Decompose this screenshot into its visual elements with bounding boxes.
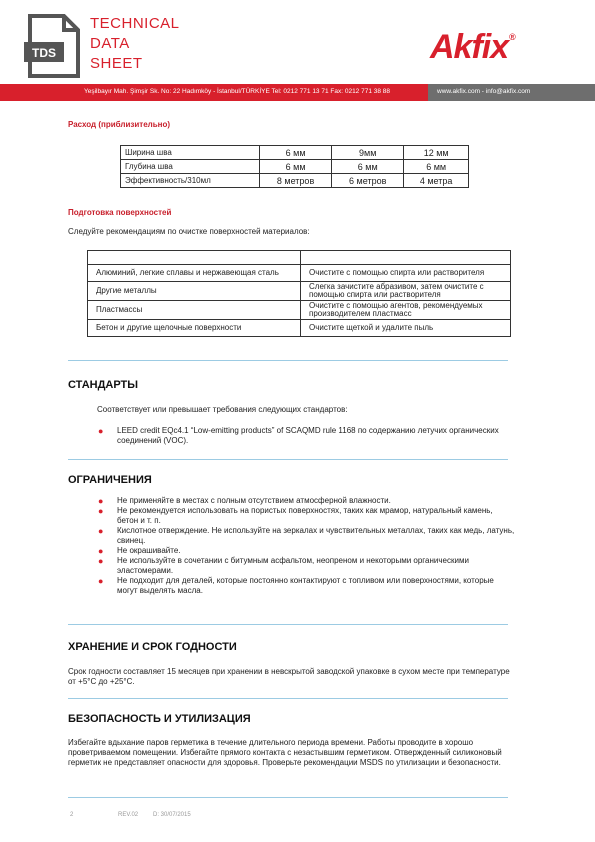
revision: REV.02 — [118, 812, 139, 818]
section-divider — [68, 459, 508, 460]
title-line-1: TECHNICAL — [90, 15, 180, 32]
section-divider — [68, 360, 508, 361]
revision-date: D: 30/07/2015 — [153, 812, 191, 818]
table-row — [121, 146, 469, 160]
safety-text: Избегайте вдыхание паров герметика в течение длительного периода времени. Работы проводите в хорошо проветриваемом помещении. Избегайте прямого контакта с незастывшим герметиком. Отвержденный силиконовый герметик не представляет опасности для здоровья. Проверьте рекомендации MSDS по утилизации и безопасности. — [68, 738, 502, 767]
consumption-table — [120, 145, 469, 188]
bullet-icon: ● — [98, 426, 104, 436]
table-row — [88, 265, 511, 282]
table-cell: 12 мм — [404, 146, 469, 160]
action-cell: Слегка зачистите абразивом, затем очистите с помощью спирта или растворителя — [301, 282, 511, 301]
row-label: Глубина шва — [121, 160, 260, 174]
title-line-3: SHEET — [90, 55, 143, 72]
standards-heading: СТАНДАРТЫ — [68, 379, 139, 391]
list-item-text: LEED credit EQc4.1 “Low-emitting products” of SCAQMD rule 1168 по содержанию летучих органических соединений (VOC). — [117, 426, 499, 445]
table-cell: 4 метра — [404, 174, 469, 188]
table-cell: 6 метров — [332, 174, 404, 188]
table-row — [88, 282, 511, 301]
bullet-icon: ● — [98, 526, 104, 536]
list-item-text: Не применяйте в местах с полным отсутствием атмосферной влажности. — [117, 496, 391, 505]
list-item — [95, 506, 515, 526]
action-cell: Очистите с помощью спирта или растворителя — [301, 265, 511, 282]
table-cell: 6 мм — [332, 160, 404, 174]
material-cell: Алюминий, легкие сплавы и нержавеющая сталь — [88, 265, 301, 282]
list-item-text: Кислотное отверждение. Не используйте на зеркалах и чувствительных металлах, таких как медь, латунь, свинец. — [117, 526, 515, 545]
bullet-icon: ● — [98, 546, 104, 556]
page-number: 2 — [70, 812, 74, 818]
registered-mark: ® — [509, 32, 515, 42]
table-row — [88, 251, 511, 265]
list-item — [95, 496, 515, 506]
table-cell: 6 мм — [260, 146, 332, 160]
tds-badge: TDS — [32, 46, 56, 60]
material-cell: Пластмассы — [88, 301, 301, 320]
standards-intro: Соответствует или превышает требования следующих стандартов: — [97, 405, 348, 414]
section-divider — [68, 797, 508, 798]
surface-heading: Подготовка поверхностей — [68, 208, 172, 217]
row-label: Ширина шва — [121, 146, 260, 160]
list-item-text: Не используйте в сочетании с битумным асфальтом, неопреном и некоторыми органическими эластомерами. — [117, 556, 469, 575]
list-item — [95, 546, 515, 556]
table-cell: 8 метров — [260, 174, 332, 188]
row-label: Эффективность/310мл — [121, 174, 260, 188]
bullet-icon: ● — [98, 576, 104, 586]
limitations-heading: ОГРАНИЧЕНИЯ — [68, 474, 152, 486]
tds-document-icon — [24, 14, 80, 78]
list-item — [95, 556, 515, 576]
company-web: www.akfix.com - info@akfix.com — [437, 88, 531, 95]
title-line-2: DATA — [90, 35, 130, 52]
action-cell: Очистите щеткой и удалите пыль — [301, 320, 511, 337]
table-cell: 6 мм — [404, 160, 469, 174]
document-title — [90, 14, 180, 74]
storage-heading: ХРАНЕНИЕ И СРОК ГОДНОСТИ — [68, 641, 237, 653]
table-row — [121, 160, 469, 174]
material-cell: Другие металлы — [88, 282, 301, 301]
list-item — [95, 526, 515, 546]
list-item — [95, 426, 505, 446]
consumption-heading: Расход (приблизительно) — [68, 120, 171, 129]
brand-name: Akfix — [430, 28, 509, 66]
surface-intro: Следуйте рекомендациям по очистке поверхностей материалов: — [68, 227, 310, 236]
surface-table — [87, 250, 511, 337]
brand-logo — [430, 28, 514, 67]
material-cell: Бетон и другие щелочные поверхности — [88, 320, 301, 337]
table-row — [121, 174, 469, 188]
company-address: Yeşilbayır Mah. Şimşir Sk. No: 22 Hadımköy - İstanbul/TÜRKİYE Tel: 0212 771 13 71 Fax: 0212 771 38 88 — [84, 88, 391, 95]
list-item — [95, 576, 515, 596]
table-cell: 6 мм — [260, 160, 332, 174]
action-cell: Очистите с помощью агентов, рекомендуемых производителем пластмасс — [301, 301, 511, 320]
table-row — [88, 301, 511, 320]
bullet-icon: ● — [98, 556, 104, 566]
limitations-list — [95, 496, 515, 596]
section-divider — [68, 698, 508, 699]
table-row — [88, 320, 511, 337]
safety-heading: БЕЗОПАСНОСТЬ И УТИЛИЗАЦИЯ — [68, 713, 251, 725]
list-item-text: Не рекомендуется использовать на пористых поверхностях, таких как мрамор, натуральный камень, бетон и т. п. — [117, 506, 493, 525]
list-item-text: Не подходит для деталей, которые постоянно контактируют с топливом или поверхностями, которые могут выделять масла. — [117, 576, 494, 595]
bullet-icon: ● — [98, 506, 104, 516]
list-item-text: Не окрашивайте. — [117, 546, 181, 555]
storage-text: Срок годности составляет 15 месяцев при хранении в невскрытой заводской упаковке в сухом месте при температуре от +5°C до +25°C. — [68, 667, 510, 686]
bullet-icon: ● — [98, 496, 104, 506]
table-cell: 9мм — [332, 146, 404, 160]
section-divider — [68, 624, 508, 625]
standards-list — [95, 426, 505, 446]
table-cell — [88, 251, 301, 265]
table-cell — [301, 251, 511, 265]
